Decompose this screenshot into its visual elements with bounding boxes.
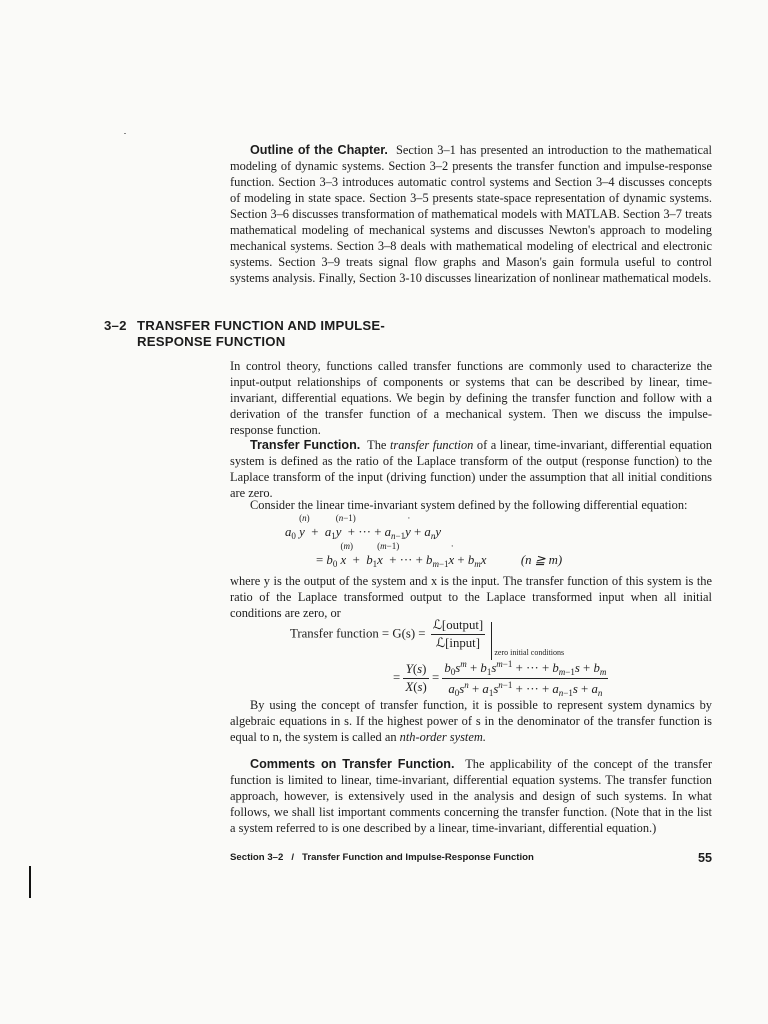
nth-order-term: nth-order system. [399, 730, 486, 744]
section-title-line2: RESPONSE FUNCTION [137, 334, 286, 349]
outline-lead: Outline of the Chapter. [250, 143, 388, 157]
algebraic-text: By using the concept of transfer function, it is possible to represent system dynamics by algebraic equations in s. If the highest power of s in the denominator of the transfer function is equal to n, the system is called an [230, 698, 712, 744]
differential-equation-lhs: $a_0$ (n) $y + a_1$ (n−1) y + ··· + $a_{n-1}$ · $y + a_ny$ [285, 513, 442, 541]
intro-paragraph: In control theory, functions called transfer functions are commonly used to characterize the input-output relationships of components or systems that can be described by linear, time-invariant, differential equations. We begin by defining the transfer function and follow with a derivation of the transfer function of a mechanical system. Then we discuss the impulse-response function. [230, 359, 712, 437]
algebraic-paragraph [230, 697, 712, 745]
transfer-function-paragraph [230, 437, 712, 501]
section-heading [104, 318, 524, 350]
footer-title: Transfer Function and Impulse-Response Function [302, 852, 534, 863]
transfer-function-text-after: of a linear, time-invariant, differential equation system is defined as the ratio of the Laplace transform of the output (response function) to the Laplace transform of the input (driving function) under the assumption that all initial conditions are zero. [230, 438, 712, 500]
page-number: 55 [697, 851, 712, 865]
zero-initial-conditions: zero initial conditions [494, 648, 565, 658]
scan-dust-mark [124, 133, 126, 134]
differential-equation-rhs: = $b_0$ (m) $x + b_1$ (m−1) x + ··· + $b_{m-1}$ · $x + b_mx$ (n ≧ m) [316, 541, 563, 569]
transfer-function-label: Transfer function = G(s) = [290, 626, 426, 641]
transfer-function-lead: Transfer Function. [250, 438, 361, 452]
scan-edge-mark [29, 866, 31, 898]
footer-section: Section 3–2 [230, 852, 284, 863]
laplace-input: ℒ[input] [435, 636, 480, 650]
section-title-line1: TRANSFER FUNCTION AND IMPULSE- [137, 318, 386, 333]
comments-text: The applicability of the concept of the transfer function is limited to linear, time-invariant, differential equation systems. The transfer function approach, however, is extensively used in the analysis and design of such systems. In what follows, we shall list important comments concerning the transfer function. (Note that in the list a system referred to is one described by a linear, time-invariant, differential equation.) [230, 757, 712, 835]
equation-condition: (n ≧ m) [520, 553, 563, 567]
laplace-output: ℒ[output] [431, 618, 485, 635]
transfer-function-text-before: The [367, 438, 387, 452]
comments-lead: Comments on Transfer Function. [250, 757, 455, 771]
section-number: 3–2 [104, 318, 127, 333]
outline-text: Section 3–1 has presented an introduction to the mathematical modeling of dynamic systems. Section 3–2 presents the transfer function and impulse-response function. Section 3–3 introduces automatic control systems and Section 3–4 discusses concepts of modeling in state space. Section 3–5 presents state-space representation of dynamic systems. Section 3–6 discusses transformation of mathematical models with MATLAB. Section 3–7 treats mathematical modeling of mechanical systems and discusses Newton's approach to modeling mechanical systems. Section 3–8 deals with mathematical modeling of electrical and electronic systems. Section 3–9 treats signal flow graphs and Mason's gain formula useful to control systems analysis. Finally, Section 3-10 discusses linearization of nonlinear mathematical models. [230, 143, 712, 285]
outline-paragraph [230, 142, 712, 286]
transfer-function-term: transfer function [389, 438, 474, 452]
page-footer [230, 852, 712, 863]
consider-paragraph: Consider the linear time-invariant system defined by the following differential equation: [250, 498, 688, 512]
footer-separator: / [291, 852, 294, 863]
where-paragraph: where y is the output of the system and x is the input. The transfer function of this system is the ratio of the Laplace transformed output to the Laplace transformed input when all initial conditions are zero, or [230, 574, 712, 620]
transfer-function-ratio: = $\frac{Y(s)}{X(s)}$ = $\frac{b_0s^m + b_1s^{m-1} + \cdot\cdot\cdot + b_{m-1}s + b_m}{a_0s^n + a_1s^{n-1} + \cdot\cdot\cdot + a_{n-1}s + a_n}$ [393, 659, 607, 698]
comments-paragraph [230, 756, 712, 836]
transfer-function-definition [290, 618, 564, 660]
